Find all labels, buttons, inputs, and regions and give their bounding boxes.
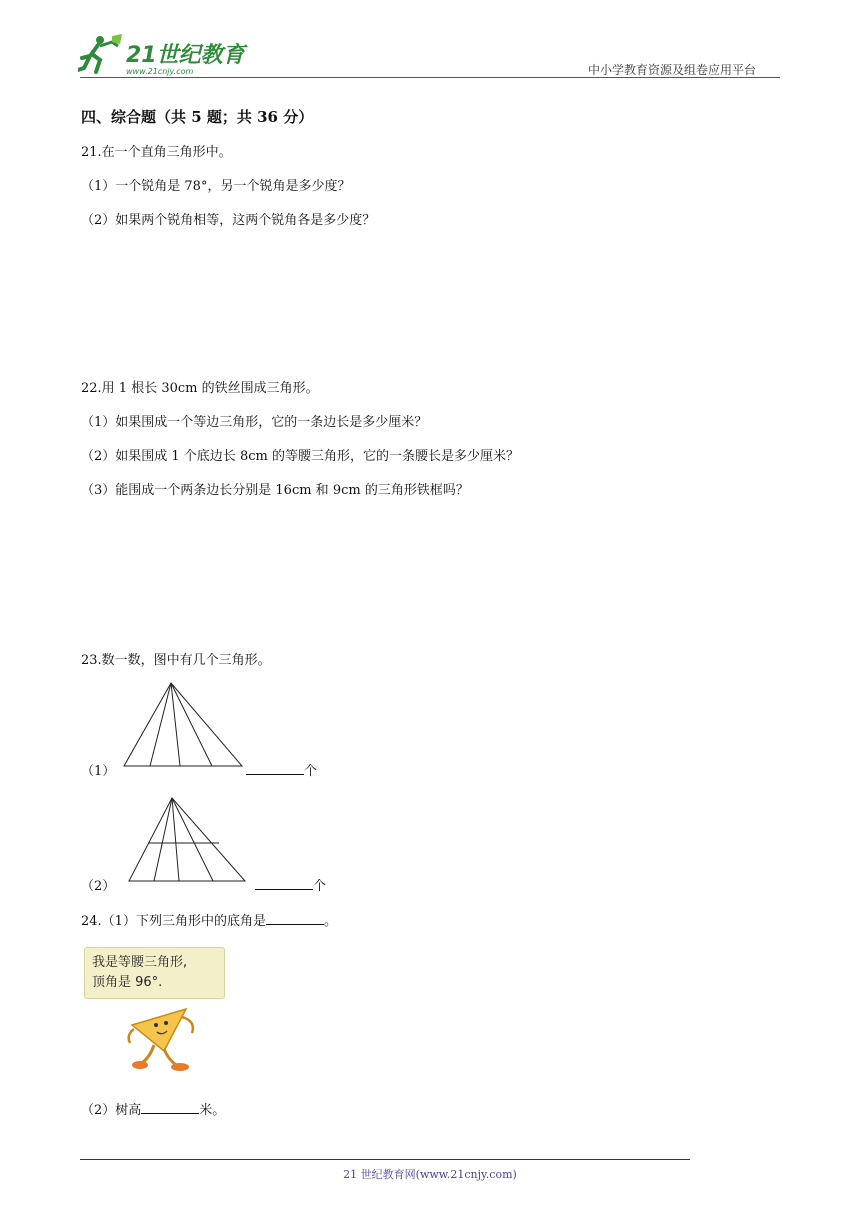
- q23-part1-label: （1）: [81, 764, 116, 779]
- header-divider: [80, 77, 780, 78]
- q21-part1: （1）一个锐角是 78°，另一个锐角是多少度？: [81, 179, 351, 194]
- site-logo: [78, 32, 258, 78]
- q24-part1-text: 24.（1）下列三角形中的底角是: [81, 914, 266, 929]
- q21-part2: （2）如果两个锐角相等，这两个锐角各是多少度？: [81, 213, 376, 228]
- triangle-figure-1: [120, 680, 246, 770]
- q24-part2-text: （2）树高: [81, 1103, 142, 1118]
- q22-stem: 22.用 1 根长 30cm 的铁丝围成三角形。: [81, 381, 319, 396]
- q24-part1-end: 。: [323, 914, 337, 929]
- q23-part2-answer: [255, 875, 326, 894]
- q24-part2-unit: 米。: [199, 1103, 226, 1118]
- runner-icon: [78, 34, 122, 72]
- q23-part1-unit: 个: [304, 764, 318, 779]
- triangle-character-icon: [124, 1005, 208, 1073]
- logo-sub-text: www.21cnjy.com: [126, 67, 194, 76]
- triangle-figure-2: [126, 795, 248, 885]
- speech-bubble-text: 我是等腰三角形, 顶角是 96°.: [92, 955, 188, 990]
- q22-part2: （2）如果围成 1 个底边长 8cm 的等腰三角形，它的一条腰长是多少厘米？: [81, 449, 519, 464]
- q22-part3: （3）能围成一个两条边长分别是 16cm 和 9cm 的三角形铁框吗？: [81, 483, 469, 498]
- q24-part2: [81, 1099, 225, 1118]
- q23-part2-blank[interactable]: [255, 877, 313, 890]
- q23-stem: 23.数一数，图中有几个三角形。: [81, 653, 271, 668]
- footer-divider: [80, 1159, 690, 1160]
- section-title: 四、综合题（共 5 题；共 36 分）: [81, 108, 314, 126]
- q22-part1: （1）如果围成一个等边三角形，它的一条边长是多少厘米？: [81, 415, 428, 430]
- q23-part2-label: （2）: [81, 879, 116, 894]
- q24-part2-blank[interactable]: [141, 1101, 199, 1114]
- q23-part1-blank[interactable]: [246, 762, 304, 775]
- q23-part2-unit: 个: [313, 879, 327, 894]
- logo-main-text: 21世纪教育: [126, 43, 245, 68]
- header-platform-text: 中小学教育资源及组卷应用平台: [588, 63, 757, 77]
- footer-text: 21 世纪教育网(www.21cnjy.com): [343, 1168, 517, 1181]
- q24-part1: [81, 910, 337, 929]
- q24-part1-blank[interactable]: [266, 912, 324, 925]
- q21-stem: 21.在一个直角三角形中。: [81, 145, 232, 160]
- q23-part1-answer: [246, 760, 317, 779]
